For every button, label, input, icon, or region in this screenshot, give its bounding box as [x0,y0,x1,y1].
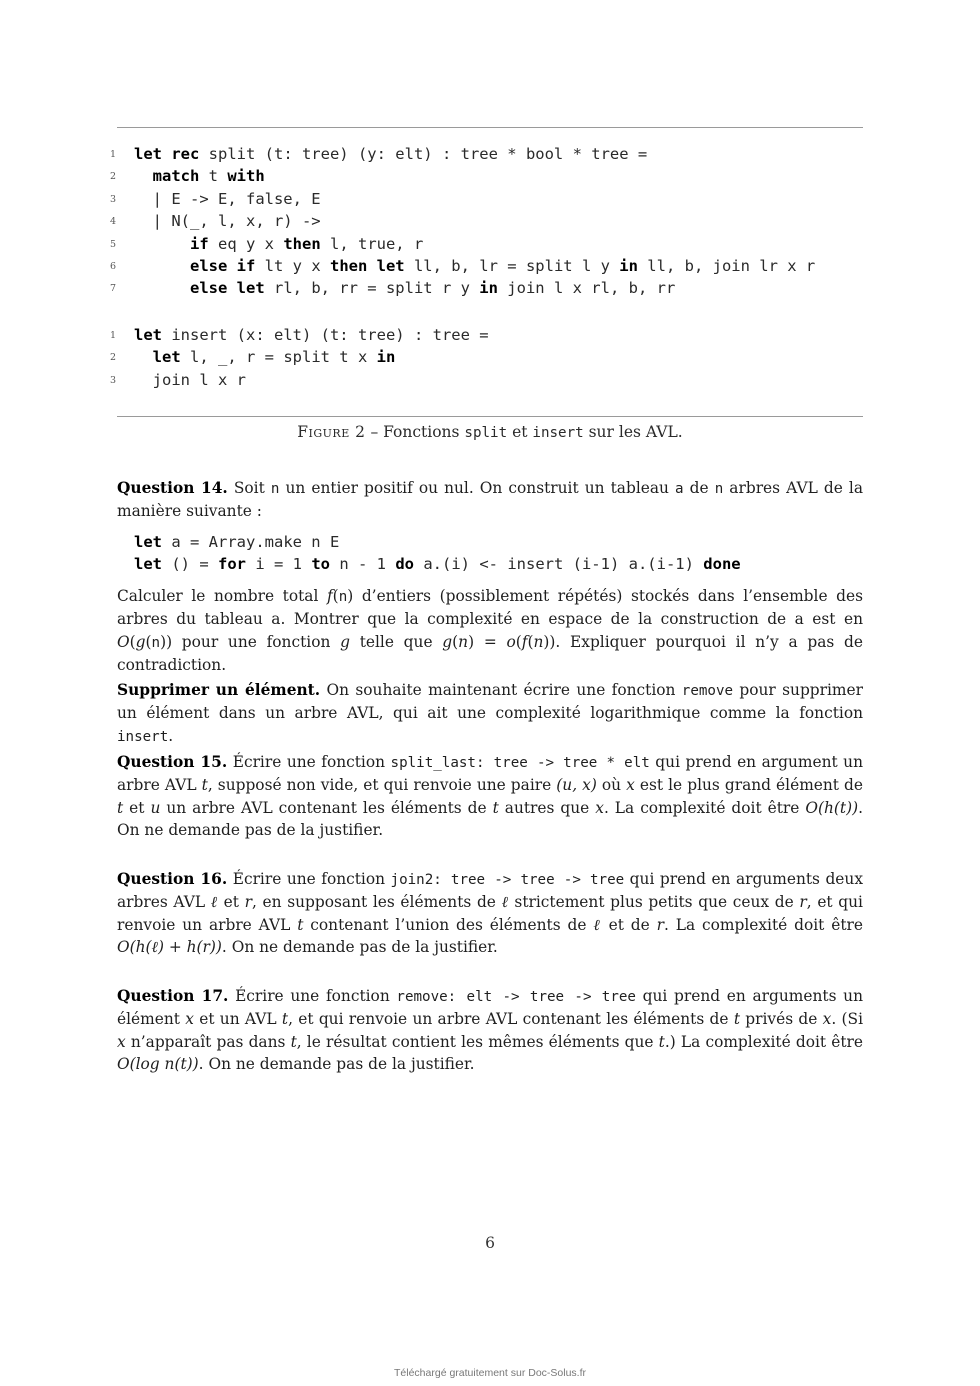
line-number: 6 [110,260,117,272]
page-number: 6 [485,1234,495,1252]
code-line: 1 let rec split (t: tree) (y: elt) : tree * bool * tree = [110,143,870,165]
code-listing-insert [110,324,870,391]
code-line: 3 | E -> E, false, E [110,188,870,210]
line-number: 3 [110,193,117,205]
line-number: 7 [110,283,117,295]
line-number: 2 [110,352,117,364]
code-line: 2 let l, _, r = split t x in [110,346,870,368]
code-line: let a = Array.make n E [134,533,340,551]
figure-bottom-rule [117,416,863,417]
code-line: 5 if eq y x then l, true, r [110,233,870,255]
question-title: Question 14. [117,479,228,497]
line-number: 3 [110,374,117,386]
code-line: 4 | N(_, l, x, r) -> [110,210,870,232]
line-number: 1 [110,149,117,160]
question-title: Question 17. [117,987,229,1005]
question-14-body: Calculer le nombre total f(n) d’entiers (possiblement répétés) stockés dans l’ensemble des arbres du tableau a. Montrer que la complexité en espace de la construction de a est en O(g(n)) pour une fonction g telle que g(n) = o(f(n)). Expliquer pourquoi il n’y a pas de contradiction. [117,587,863,675]
remove-section: Supprimer un élément. On souhaite maintenant écrire une fonction remove pour supprimer un élément dans un arbre AVL, qui ait une complexité logarithmique comme la fonction insert. [117,681,863,745]
question-14-intro: Question 14. Soit n un entier positif ou nul. On construit un tableau a de n arbres AVL de la manière suivante : [117,479,864,521]
footer-credit: Téléchargé gratuitement sur Doc-Solus.fr [394,1367,586,1379]
question-title: Question 15. [117,753,228,771]
question-16: Question 16. Écrire une fonction join2: tree -> tree -> tree qui prend en arguments deux arbres AVL ℓ et r, en supposant les éléments de ℓ strictement plus petits que ceux de r, et qui renvoie un arbre AVL t contenant l’union des éléments de ℓ et de r. La complexité doit être O(h(ℓ) + h(r)). On ne demande pas de la justifier. [117,870,864,957]
question-title: Question 16. [117,870,228,888]
line-number: 2 [110,171,117,183]
code-line: 2 match t with [110,165,870,187]
code-line: 3 join l x r [110,369,870,391]
figure-top-rule [117,127,863,128]
line-number: 5 [110,238,117,250]
question-15: Question 15. Écrire une fonction split_last: tree -> tree * elt qui prend en argument un arbre AVL t, supposé non vide, et qui renvoie une paire (u, x) où x est le plus grand élément de t et u un arbre AVL contenant les éléments de t autres que x. La complexité doit être O(h(t)). On ne demande pas de la justifier. [117,753,864,840]
section-title: Supprimer un élément. [117,681,321,699]
question-17: Question 17. Écrire une fonction remove: elt -> tree -> tree qui prend en arguments un élément x et un AVL t, et qui renvoie un arbre AVL contenant les éléments de t privés de x. (Si x n’apparaît pas dans t, le résultat contient les mêmes éléments que t.) La complexité doit être O(log n(t)). On ne demande pas de la justifier. [117,987,863,1074]
code-line: 6 else if lt y x then let ll, b, lr = split l y in ll, b, join lr x r [110,255,870,277]
line-number: 1 [110,330,117,341]
caption-label: Figure 2 [297,423,366,441]
code-line: let () = for i = 1 to n - 1 do a.(i) <- insert (i-1) a.(i-1) done [134,555,741,574]
code-listing-split [110,143,870,300]
code-line: 7 else let rl, b, rr = split r y in join l x rl, b, rr [110,277,870,299]
question-14-code [110,531,870,576]
figure-caption: Figure 2 – Fonctions split et insert sur les AVL. [297,423,683,441]
line-number: 4 [110,216,117,228]
code-line: 1 let insert (x: elt) (t: tree) : tree = [110,324,870,346]
